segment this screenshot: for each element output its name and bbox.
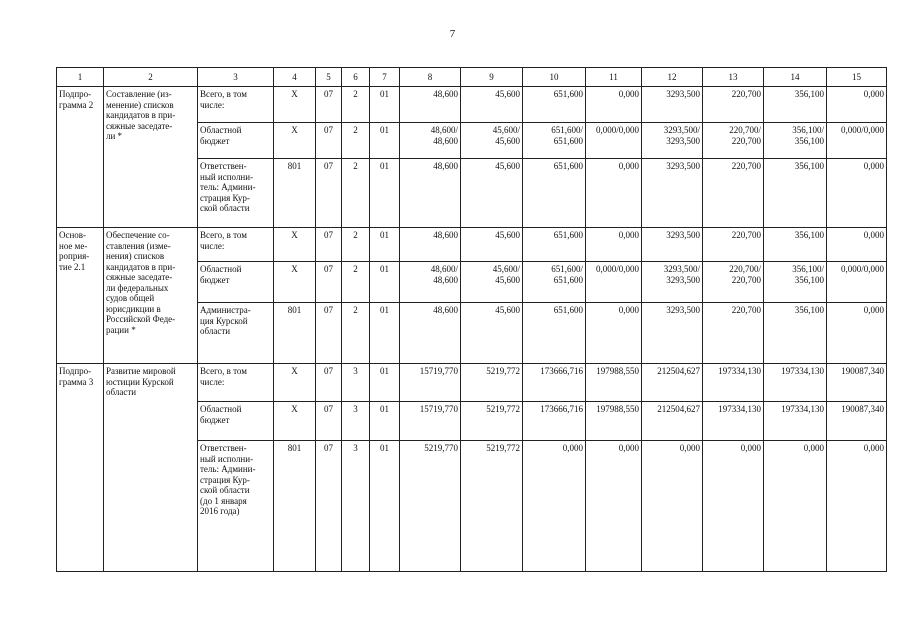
column-header: 14: [764, 68, 827, 87]
value-cell-col-12: 212504,627: [642, 364, 703, 402]
value-cell-col-9: 45,600: [461, 87, 523, 123]
funding-source-cell: Всего, в том числе:: [198, 364, 274, 402]
value-cell-col-5: 07: [316, 159, 342, 228]
value-cell-col-8: 15719,770: [400, 364, 461, 402]
value-cell-col-4: Х: [274, 123, 316, 159]
column-header: 3: [198, 68, 274, 87]
value-cell-col-6: 2: [342, 87, 370, 123]
column-header: 6: [342, 68, 370, 87]
value-cell-col-4: Х: [274, 228, 316, 262]
value-cell-col-9: 45,600/ 45,600: [461, 123, 523, 159]
value-cell-col-6: 2: [342, 303, 370, 364]
funding-source-cell: Всего, в том числе:: [198, 228, 274, 262]
column-header: 7: [370, 68, 400, 87]
value-cell-col-14: 356,100/ 356,100: [764, 262, 827, 303]
value-cell-col-10: 651,600: [523, 159, 586, 228]
value-cell-col-4: Х: [274, 262, 316, 303]
column-header: 5: [316, 68, 342, 87]
value-cell-col-13: 0,000: [703, 441, 764, 572]
value-cell-col-15: 0,000: [827, 87, 887, 123]
column-header: 1: [57, 68, 104, 87]
value-cell-col-8: 48,600: [400, 87, 461, 123]
value-cell-col-6: 3: [342, 364, 370, 402]
value-cell-col-15: 0,000: [827, 159, 887, 228]
value-cell-col-13: 220,700/ 220,700: [703, 262, 764, 303]
value-cell-col-5: 07: [316, 303, 342, 364]
value-cell-col-14: 0,000: [764, 441, 827, 572]
value-cell-col-10: 173666,716: [523, 402, 586, 441]
value-cell-col-12: 3293,500/ 3293,500: [642, 262, 703, 303]
funding-source-cell: Всего, в том числе:: [198, 87, 274, 123]
value-cell-col-7: 01: [370, 303, 400, 364]
value-cell-col-7: 01: [370, 262, 400, 303]
value-cell-col-15: 190087,340: [827, 364, 887, 402]
value-cell-col-7: 01: [370, 159, 400, 228]
funding-source-cell: Областной бюджет: [198, 402, 274, 441]
value-cell-col-10: 0,000: [523, 441, 586, 572]
value-cell-col-12: 0,000: [642, 441, 703, 572]
value-cell-col-4: 801: [274, 159, 316, 228]
column-header: 10: [523, 68, 586, 87]
value-cell-col-13: 220,700: [703, 303, 764, 364]
program-name-cell: Составление (из- менение) списков кандидатов в при- сяжные заседате- ли *: [104, 87, 198, 228]
value-cell-col-8: 48,600: [400, 228, 461, 262]
program-name-cell: Обеспечение со- ставления (изме- нения) списков кандидатов в при- сяжные заседате- ли федеральных судов общей юрисдикции в Российской Феде- рации *: [104, 228, 198, 364]
value-cell-col-6: 2: [342, 262, 370, 303]
value-cell-col-5: 07: [316, 123, 342, 159]
table-body: [57, 87, 887, 572]
value-cell-col-14: 356,100: [764, 87, 827, 123]
value-cell-col-13: 220,700: [703, 159, 764, 228]
value-cell-col-4: 801: [274, 303, 316, 364]
value-cell-col-14: 356,100: [764, 303, 827, 364]
program-cell: Основ- ное ме- роприя- тие 2.1: [57, 228, 104, 364]
value-cell-col-13: 197334,130: [703, 402, 764, 441]
value-cell-col-4: Х: [274, 87, 316, 123]
value-cell-col-14: 197334,130: [764, 402, 827, 441]
value-cell-col-12: 3293,500: [642, 228, 703, 262]
column-header: 13: [703, 68, 764, 87]
program-name-cell: Развитие мировой юстиции Курской области: [104, 364, 198, 572]
value-cell-col-14: 356,100/ 356,100: [764, 123, 827, 159]
value-cell-col-5: 07: [316, 87, 342, 123]
value-cell-col-12: 3293,500/ 3293,500: [642, 123, 703, 159]
table-row: [57, 364, 887, 402]
value-cell-col-12: 212504,627: [642, 402, 703, 441]
column-header: 9: [461, 68, 523, 87]
value-cell-col-11: 0,000: [586, 159, 642, 228]
value-cell-col-10: 651,600: [523, 228, 586, 262]
value-cell-col-15: 0,000/0,000: [827, 262, 887, 303]
value-cell-col-8: 48,600: [400, 159, 461, 228]
value-cell-col-4: Х: [274, 402, 316, 441]
value-cell-col-13: 220,700: [703, 87, 764, 123]
value-cell-col-15: 190087,340: [827, 402, 887, 441]
value-cell-col-9: 5219,772: [461, 364, 523, 402]
value-cell-col-11: 0,000/0,000: [586, 262, 642, 303]
value-cell-col-8: 15719,770: [400, 402, 461, 441]
value-cell-col-14: 197334,130: [764, 364, 827, 402]
value-cell-col-15: 0,000: [827, 441, 887, 572]
funding-source-cell: Областной бюджет: [198, 262, 274, 303]
value-cell-col-15: 0,000/0,000: [827, 123, 887, 159]
column-header: 12: [642, 68, 703, 87]
value-cell-col-7: 01: [370, 441, 400, 572]
value-cell-col-10: 651,600: [523, 87, 586, 123]
funding-source-cell: Ответствен- ный исполни- тель: Админи- страция Кур- ской области (до 1 января 2016 года): [198, 441, 274, 572]
value-cell-col-13: 197334,130: [703, 364, 764, 402]
value-cell-col-7: 01: [370, 364, 400, 402]
value-cell-col-5: 07: [316, 402, 342, 441]
value-cell-col-7: 01: [370, 87, 400, 123]
value-cell-col-6: 3: [342, 441, 370, 572]
value-cell-col-8: 48,600: [400, 303, 461, 364]
table-row: [57, 87, 887, 123]
value-cell-col-10: 651,600: [523, 303, 586, 364]
value-cell-col-12: 3293,500: [642, 87, 703, 123]
funding-source-cell: Ответствен- ный исполни- тель: Админи- страция Кур- ской области: [198, 159, 274, 228]
value-cell-col-11: 197988,550: [586, 364, 642, 402]
value-cell-col-11: 0,000: [586, 303, 642, 364]
value-cell-col-11: 0,000/0,000: [586, 123, 642, 159]
program-cell: Подпро- грамма 2: [57, 87, 104, 228]
column-header: 4: [274, 68, 316, 87]
value-cell-col-7: 01: [370, 228, 400, 262]
page-number: 7: [449, 28, 456, 40]
value-cell-col-9: 45,600/ 45,600: [461, 262, 523, 303]
value-cell-col-12: 3293,500: [642, 159, 703, 228]
value-cell-col-13: 220,700/ 220,700: [703, 123, 764, 159]
value-cell-col-6: 2: [342, 228, 370, 262]
funding-source-cell: Областной бюджет: [198, 123, 274, 159]
column-header: 15: [827, 68, 887, 87]
value-cell-col-14: 356,100: [764, 159, 827, 228]
value-cell-col-8: 48,600/ 48,600: [400, 123, 461, 159]
value-cell-col-9: 45,600: [461, 228, 523, 262]
value-cell-col-11: 197988,550: [586, 402, 642, 441]
value-cell-col-4: 801: [274, 441, 316, 572]
value-cell-col-9: 45,600: [461, 159, 523, 228]
value-cell-col-6: 3: [342, 402, 370, 441]
column-header: 8: [400, 68, 461, 87]
value-cell-col-10: 651,600/ 651,600: [523, 123, 586, 159]
value-cell-col-10: 173666,716: [523, 364, 586, 402]
program-cell: Подпро- грамма 3: [57, 364, 104, 572]
table-row: [57, 228, 887, 262]
value-cell-col-15: 0,000: [827, 228, 887, 262]
value-cell-col-11: 0,000: [586, 441, 642, 572]
value-cell-col-5: 07: [316, 228, 342, 262]
value-cell-col-7: 01: [370, 402, 400, 441]
column-header: 11: [586, 68, 642, 87]
column-header: 2: [104, 68, 198, 87]
header-row: [57, 68, 887, 87]
funding-source-cell: Администра- ция Курской области: [198, 303, 274, 364]
value-cell-col-8: 48,600/ 48,600: [400, 262, 461, 303]
value-cell-col-11: 0,000: [586, 87, 642, 123]
value-cell-col-8: 5219,770: [400, 441, 461, 572]
value-cell-col-5: 07: [316, 364, 342, 402]
value-cell-col-4: Х: [274, 364, 316, 402]
value-cell-col-5: 07: [316, 441, 342, 572]
value-cell-col-9: 5219,772: [461, 441, 523, 572]
budget-table: [56, 67, 887, 572]
value-cell-col-6: 2: [342, 159, 370, 228]
value-cell-col-13: 220,700: [703, 228, 764, 262]
value-cell-col-14: 356,100: [764, 228, 827, 262]
value-cell-col-11: 0,000: [586, 228, 642, 262]
value-cell-col-10: 651,600/ 651,600: [523, 262, 586, 303]
value-cell-col-12: 3293,500: [642, 303, 703, 364]
value-cell-col-9: 5219,772: [461, 402, 523, 441]
value-cell-col-6: 2: [342, 123, 370, 159]
value-cell-col-15: 0,000: [827, 303, 887, 364]
value-cell-col-7: 01: [370, 123, 400, 159]
value-cell-col-5: 07: [316, 262, 342, 303]
value-cell-col-9: 45,600: [461, 303, 523, 364]
